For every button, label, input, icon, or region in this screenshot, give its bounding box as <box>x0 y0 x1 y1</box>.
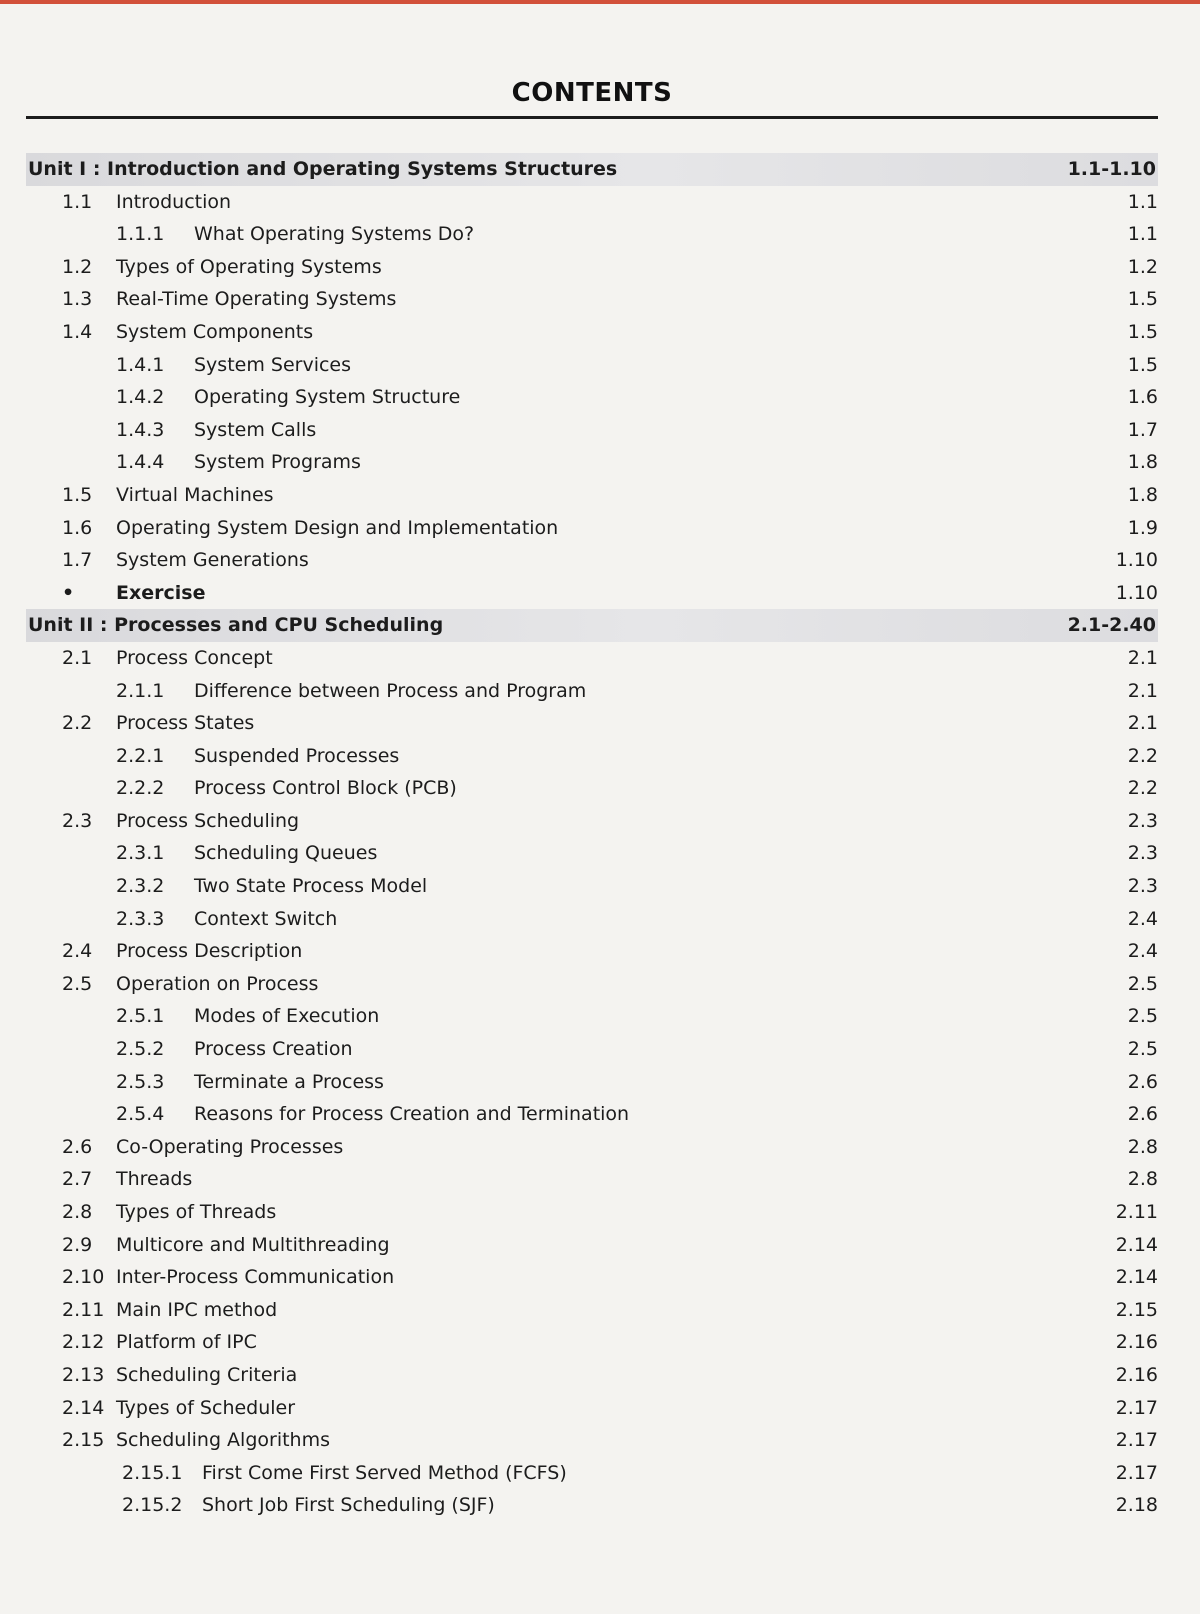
toc-entry <box>26 805 1158 838</box>
toc-entry <box>26 577 1158 610</box>
top-edge-strip <box>0 0 1200 4</box>
toc-entry <box>26 1066 1158 1099</box>
page-number: 2.2 <box>1127 744 1158 767</box>
section-number: 1.3 <box>62 288 93 311</box>
section-number: 1.4.1 <box>116 353 165 376</box>
section-number: 2.5.2 <box>116 1038 165 1061</box>
section-title: System Generations <box>116 549 309 572</box>
section-number: 2.5.1 <box>116 1005 165 1028</box>
section-title: First Come First Served Method (FCFS) <box>202 1461 567 1484</box>
section-number: 2.7 <box>62 1168 93 1191</box>
toc-entry <box>26 283 1158 316</box>
toc-entry <box>26 935 1158 968</box>
toc-entry <box>26 316 1158 349</box>
page-number: 2.5 <box>1127 1038 1158 1061</box>
unit-heading-row <box>26 609 1158 642</box>
page-number: 2.1-2.40 <box>1067 614 1156 637</box>
unit-title: Unit I : Introduction and Operating Systems Structures <box>28 158 618 180</box>
section-title: Operating System Design and Implementation <box>116 516 559 539</box>
section-number: 1.4.4 <box>116 451 165 474</box>
section-number: 2.14 <box>62 1396 105 1419</box>
page-number: 1.1-1.10 <box>1067 158 1156 180</box>
section-title: Types of Scheduler <box>116 1396 296 1419</box>
section-number: 1.7 <box>62 549 93 572</box>
page-number: 2.1 <box>1127 679 1158 702</box>
section-title: Introduction <box>116 190 232 213</box>
section-title: What Operating Systems Do? <box>194 223 475 246</box>
section-number: 1.2 <box>62 255 93 278</box>
section-title: Process Concept <box>116 646 273 669</box>
page-number: 1.10 <box>1115 549 1158 572</box>
section-number: 1.4.2 <box>116 386 165 409</box>
section-title: Process Creation <box>194 1038 353 1061</box>
toc-entry <box>26 1424 1158 1457</box>
toc-entry <box>26 1000 1158 1033</box>
page-number: 1.5 <box>1127 353 1158 376</box>
section-number: 2.15.1 <box>122 1461 183 1484</box>
section-number: 2.10 <box>62 1266 105 1289</box>
section-title: Operation on Process <box>116 972 319 995</box>
section-number: 2.4 <box>62 940 93 963</box>
toc-entry <box>26 1457 1158 1490</box>
toc-entry <box>26 740 1158 773</box>
toc-entry <box>26 870 1158 903</box>
section-number: 1.5 <box>62 483 93 506</box>
section-title: Process Control Block (PCB) <box>194 777 457 800</box>
section-title: Process Scheduling <box>116 809 300 832</box>
page-number: 1.8 <box>1127 483 1158 506</box>
unit-title: Unit II : Processes and CPU Scheduling <box>28 614 444 637</box>
toc-entry <box>26 1131 1158 1164</box>
toc-entry <box>26 381 1158 414</box>
page-number: 2.17 <box>1115 1396 1158 1419</box>
section-number: 2.15.2 <box>122 1494 183 1517</box>
section-number: 2.6 <box>62 1135 93 1158</box>
page-number: 1.6 <box>1127 386 1158 409</box>
section-number: 2.13 <box>62 1363 105 1386</box>
page-number: 2.17 <box>1115 1461 1158 1484</box>
page-number: 2.3 <box>1127 875 1158 898</box>
section-title: System Components <box>116 320 314 343</box>
toc-entry <box>26 707 1158 740</box>
toc-entry <box>26 968 1158 1001</box>
section-title: Virtual Machines <box>116 483 274 506</box>
section-title: Co-Operating Processes <box>116 1135 344 1158</box>
toc-entry <box>26 446 1158 479</box>
page-number: 1.1 <box>1127 223 1158 246</box>
toc-entry <box>26 186 1158 219</box>
section-title: Process States <box>116 712 255 735</box>
toc-entry <box>26 772 1158 805</box>
section-title: Process Description <box>116 940 303 963</box>
section-number: 1.4 <box>62 320 93 343</box>
section-number: 2.11 <box>62 1298 105 1321</box>
page-number: 1.5 <box>1127 320 1158 343</box>
section-title: Operating System Structure <box>194 386 461 409</box>
page-number: 1.1 <box>1127 190 1158 213</box>
toc-entry <box>26 512 1158 545</box>
section-title: Scheduling Queues <box>194 842 378 865</box>
page-number: 2.6 <box>1127 1070 1158 1093</box>
section-number: 1.4.3 <box>116 418 165 441</box>
page-number: 2.8 <box>1127 1135 1158 1158</box>
toc-entry <box>26 1359 1158 1392</box>
page-number: 2.3 <box>1127 842 1158 865</box>
section-title: Two State Process Model <box>194 875 428 898</box>
section-number: 2.3 <box>62 809 93 832</box>
section-title: System Programs <box>194 451 361 474</box>
page-number: 2.16 <box>1115 1363 1158 1386</box>
toc-entry <box>26 218 1158 251</box>
page-number: 1.8 <box>1127 451 1158 474</box>
page-number: 2.4 <box>1127 907 1158 930</box>
contents-page <box>26 78 1158 1522</box>
section-title: Context Switch <box>194 907 338 930</box>
section-title: Difference between Process and Program <box>194 679 587 702</box>
section-number: 1.1 <box>62 190 93 213</box>
page-number: 1.2 <box>1127 255 1158 278</box>
section-number: 2.5 <box>62 972 93 995</box>
page-number: 2.16 <box>1115 1331 1158 1354</box>
toc-entry <box>26 1489 1158 1522</box>
toc-entry <box>26 544 1158 577</box>
page-number: 2.4 <box>1127 940 1158 963</box>
toc-entry <box>26 642 1158 675</box>
section-title: Types of Operating Systems <box>116 255 382 278</box>
section-number: • <box>62 581 75 604</box>
toc-entry <box>26 1033 1158 1066</box>
section-title: System Services <box>194 353 352 376</box>
section-number: 2.3.3 <box>116 907 165 930</box>
title-rule <box>26 116 1158 119</box>
toc-entry <box>26 1294 1158 1327</box>
toc-entry <box>26 1392 1158 1425</box>
section-number: 2.1.1 <box>116 679 165 702</box>
section-title: Modes of Execution <box>194 1005 380 1028</box>
section-number: 1.1.1 <box>116 223 165 246</box>
toc-entry <box>26 903 1158 936</box>
page-number: 2.17 <box>1115 1429 1158 1452</box>
page-number: 2.14 <box>1115 1266 1158 1289</box>
section-number: 2.3.1 <box>116 842 165 865</box>
page-number: 2.1 <box>1127 712 1158 735</box>
toc-entry <box>26 349 1158 382</box>
toc-entry <box>26 675 1158 708</box>
page-number: 2.3 <box>1127 809 1158 832</box>
section-title: Scheduling Algorithms <box>116 1429 330 1452</box>
page-number: 2.8 <box>1127 1168 1158 1191</box>
toc-entry <box>26 1196 1158 1229</box>
page-number: 2.11 <box>1115 1201 1158 1223</box>
section-number: 2.3.2 <box>116 875 165 898</box>
page-number: 1.9 <box>1127 516 1158 539</box>
section-title: Short Job First Scheduling (SJF) <box>202 1494 495 1517</box>
section-number: 2.8 <box>62 1201 93 1223</box>
page-number: 2.1 <box>1127 646 1158 669</box>
section-title: Threads <box>116 1168 193 1191</box>
page-number: 2.2 <box>1127 777 1158 800</box>
page-number: 2.14 <box>1115 1233 1158 1256</box>
toc-entry <box>26 1098 1158 1131</box>
page-title: CONTENTS <box>511 78 673 108</box>
page-number: 2.5 <box>1127 972 1158 995</box>
section-number: 1.6 <box>62 516 93 539</box>
section-number: 2.5.3 <box>116 1070 165 1093</box>
toc-entry <box>26 1261 1158 1294</box>
page-number: 2.18 <box>1115 1494 1158 1517</box>
page-number: 2.5 <box>1127 1005 1158 1028</box>
section-title: Types of Threads <box>116 1201 277 1223</box>
toc-entry <box>26 251 1158 284</box>
section-number: 2.5.4 <box>116 1103 165 1126</box>
section-title: Exercise <box>116 581 206 604</box>
section-title: Terminate a Process <box>194 1070 384 1093</box>
section-number: 2.9 <box>62 1233 93 1256</box>
section-title: Main IPC method <box>116 1298 278 1321</box>
toc-entry <box>26 1229 1158 1262</box>
toc-entry <box>26 837 1158 870</box>
toc-list <box>26 153 1158 1522</box>
toc-entry <box>26 1326 1158 1359</box>
page-number: 2.6 <box>1127 1103 1158 1126</box>
section-title: System Calls <box>194 418 317 441</box>
section-title: Reasons for Process Creation and Termination <box>194 1103 630 1126</box>
toc-entry <box>26 1163 1158 1196</box>
page-number: 2.15 <box>1115 1298 1158 1321</box>
section-number: 2.2.1 <box>116 744 165 767</box>
section-title: Inter-Process Communication <box>116 1266 395 1289</box>
section-title: Real-Time Operating Systems <box>116 288 397 311</box>
page-number: 1.7 <box>1127 418 1158 441</box>
page-number: 1.10 <box>1115 581 1158 604</box>
section-title: Platform of IPC <box>116 1331 257 1354</box>
section-number: 2.12 <box>62 1331 105 1354</box>
toc-entry <box>26 479 1158 512</box>
section-title: Suspended Processes <box>194 744 400 767</box>
section-number: 2.2.2 <box>116 777 165 800</box>
section-number: 2.2 <box>62 712 93 735</box>
toc-entry <box>26 414 1158 447</box>
section-title: Multicore and Multithreading <box>116 1233 390 1256</box>
section-number: 2.1 <box>62 646 93 669</box>
section-number: 2.15 <box>62 1429 105 1452</box>
section-title: Scheduling Criteria <box>116 1363 298 1386</box>
unit-heading-row <box>26 153 1158 186</box>
page-number: 1.5 <box>1127 288 1158 311</box>
